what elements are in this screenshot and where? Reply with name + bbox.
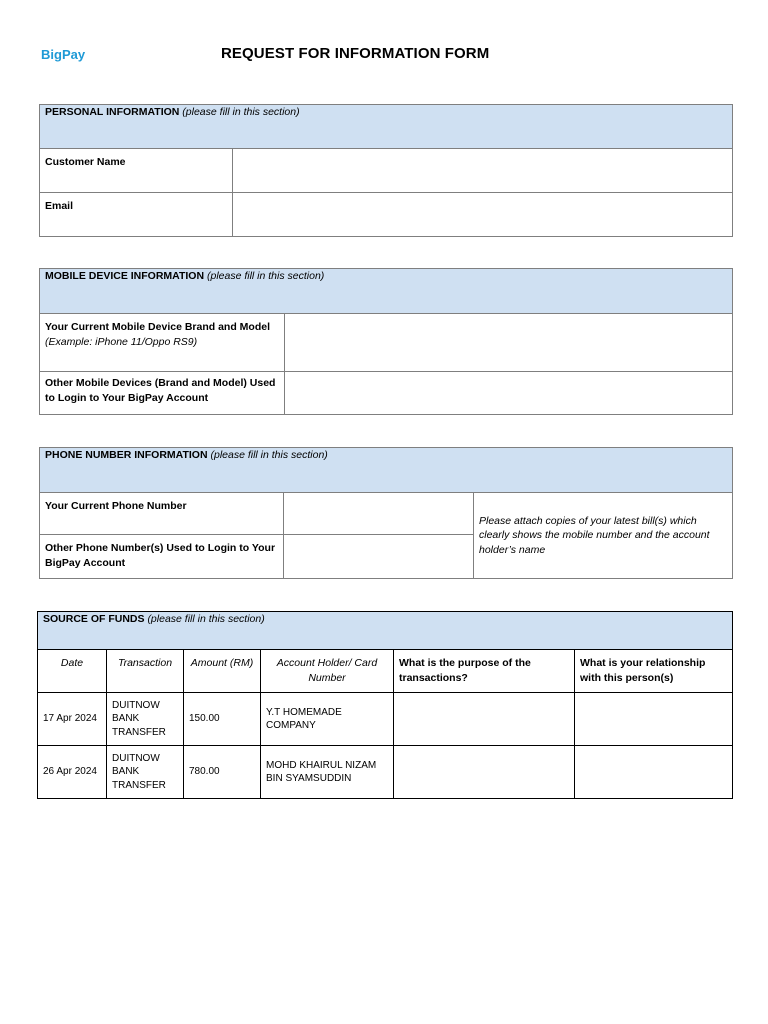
email-field[interactable] [233, 193, 733, 237]
other-phones-field[interactable] [284, 535, 474, 579]
column-header-date: Date [38, 650, 107, 693]
mobile-device-header [40, 269, 733, 314]
section-note: (please fill in this section) [206, 270, 325, 282]
section-note: (please fill in this section) [210, 449, 328, 461]
section-heading: PERSONAL INFORMATION [45, 106, 180, 118]
email-label: Email [40, 193, 233, 237]
other-phones-label: Other Phone Number(s) Used to Login to Your BigPay Account [40, 535, 284, 579]
table-row [38, 746, 733, 799]
row-account-holder: Y.T HOMEMADE COMPANY [261, 693, 394, 746]
row-date: 17 Apr 2024 [38, 693, 107, 746]
row-amount: 150.00 [184, 693, 261, 746]
section-heading: SOURCE OF FUNDS [43, 613, 145, 625]
source-of-funds-header [38, 612, 733, 650]
current-device-label [40, 314, 285, 372]
row-account-holder: MOHD KHAIRUL NIZAM BIN SYAMSUDDIN [261, 746, 394, 799]
personal-information-header [40, 105, 733, 149]
section-note: (please fill in this section) [147, 613, 265, 625]
row-transaction: DUITNOW BANK TRANSFER [107, 746, 184, 799]
column-header-account-holder: Account Holder/ Card Number [261, 650, 394, 693]
current-device-field[interactable] [285, 314, 733, 372]
brand-logo-text: BigPay [41, 47, 86, 62]
customer-name-label: Customer Name [40, 149, 233, 193]
column-header-purpose: What is the purpose of the transactions? [394, 650, 575, 693]
column-header-relationship: What is your relationship with this person(s) [575, 650, 733, 693]
current-phone-label: Your Current Phone Number [40, 493, 284, 535]
phone-number-section [39, 447, 733, 579]
source-of-funds-section [37, 611, 733, 799]
funds-column-headers [38, 650, 733, 693]
attach-bill-note: Please attach copies of your latest bill(s) which clearly shows the mobile number and the account holder’s name [474, 493, 733, 579]
section-heading: PHONE NUMBER INFORMATION [45, 449, 208, 461]
current-device-label-text: Your Current Mobile Device Brand and Model [45, 321, 271, 333]
row-date: 26 Apr 2024 [38, 746, 107, 799]
current-phone-field[interactable] [284, 493, 474, 535]
other-devices-label: Other Mobile Devices (Brand and Model) Used to Login to Your BigPay Account [40, 372, 285, 415]
section-heading: MOBILE DEVICE INFORMATION [45, 270, 205, 282]
row-purpose-field[interactable] [394, 746, 575, 799]
customer-name-field[interactable] [233, 149, 733, 193]
row-amount: 780.00 [184, 746, 261, 799]
column-header-transaction: Transaction [107, 650, 184, 693]
row-transaction: DUITNOW BANK TRANSFER [107, 693, 184, 746]
phone-number-header [40, 448, 733, 493]
personal-information-section [39, 104, 733, 237]
section-note: (please fill in this section) [182, 106, 300, 118]
mobile-device-section [39, 268, 733, 415]
table-row [38, 693, 733, 746]
row-relationship-field[interactable] [575, 693, 733, 746]
row-purpose-field[interactable] [394, 693, 575, 746]
row-relationship-field[interactable] [575, 746, 733, 799]
page-title: REQUEST FOR INFORMATION FORM [221, 45, 490, 62]
current-device-example: (Example: iPhone 11/Oppo RS9) [45, 335, 198, 348]
other-devices-field[interactable] [285, 372, 733, 415]
column-header-amount: Amount (RM) [184, 650, 261, 693]
